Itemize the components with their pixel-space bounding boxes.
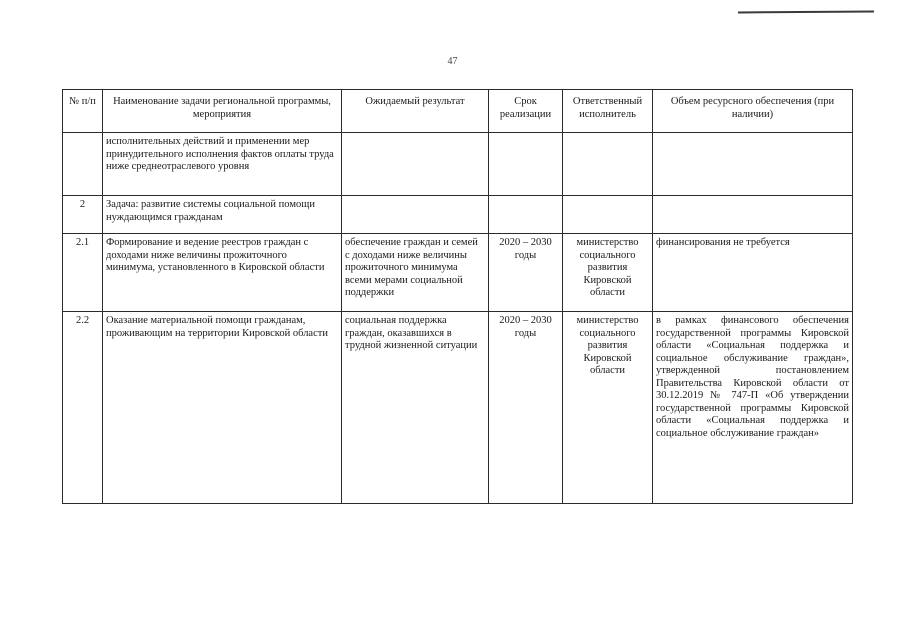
cell-task: Оказание материальной помощи гражданам, проживающим на территории Кировской области: [103, 312, 342, 504]
cell-result: социальная поддержка граждан, оказавшихся в трудной жизненной ситуации: [342, 312, 489, 504]
header-task: Наименование задачи региональной программы, мероприятия: [103, 90, 342, 133]
header-result: Ожидаемый результат: [342, 90, 489, 133]
cell-num: 2.2: [63, 312, 103, 504]
table-row: [63, 234, 853, 312]
header-term: Срок реализации: [489, 90, 563, 133]
cell-task: исполнительных действий и применении мер принудительного исполнения фактов оплаты труда ниже среднеотраслевого уровня: [103, 133, 342, 196]
program-table: [62, 89, 853, 504]
cell-num: 2.1: [63, 234, 103, 312]
cell-resources: [653, 133, 853, 196]
cell-executor: [563, 196, 653, 234]
cell-term: [489, 196, 563, 234]
cell-term: 2020 – 2030 годы: [489, 234, 563, 312]
table-row: [63, 196, 853, 234]
cell-result: [342, 133, 489, 196]
cell-executor: [563, 133, 653, 196]
cell-term: [489, 133, 563, 196]
header-num: № п/п: [63, 90, 103, 133]
table-row: [63, 133, 853, 196]
cell-result: [342, 196, 489, 234]
cell-resources: финансирования не требуется: [653, 234, 853, 312]
page-number: 47: [447, 56, 458, 67]
cell-executor: министерство социального развития Кировской области: [563, 234, 653, 312]
table-header-row: [63, 90, 853, 133]
cell-num: [63, 133, 103, 196]
cell-num: 2: [63, 196, 103, 234]
cell-term: 2020 – 2030 годы: [489, 312, 563, 504]
cell-resources: [653, 196, 853, 234]
header-resources: Объем ресурсного обеспечения (при наличии): [653, 90, 853, 133]
cell-result: обеспечение граждан и семей с доходами ниже величины прожиточного минимума всеми мерами социальной поддержки: [342, 234, 489, 312]
cell-task: Формирование и ведение реестров граждан с доходами ниже величины прожиточного минимума, установленного в Кировской области: [103, 234, 342, 312]
scan-mark-line: [738, 11, 874, 14]
header-executor: Ответственный исполнитель: [563, 90, 653, 133]
table-row: [63, 312, 853, 504]
cell-executor: министерство социального развития Кировской области: [563, 312, 653, 504]
cell-resources: в рамках финансового обеспечения государственной программы Кировской области «Социальная поддержка и социальное обслуживание граждан», утвержденной постановлением Правительства Кировской области от 30.12.2019 № 747-П «Об утверждении государственной программы Кировской области «Социальная поддержка и социальное обслуживание граждан»: [653, 312, 853, 504]
cell-task: Задача: развитие системы социальной помощи нуждающимся гражданам: [103, 196, 342, 234]
